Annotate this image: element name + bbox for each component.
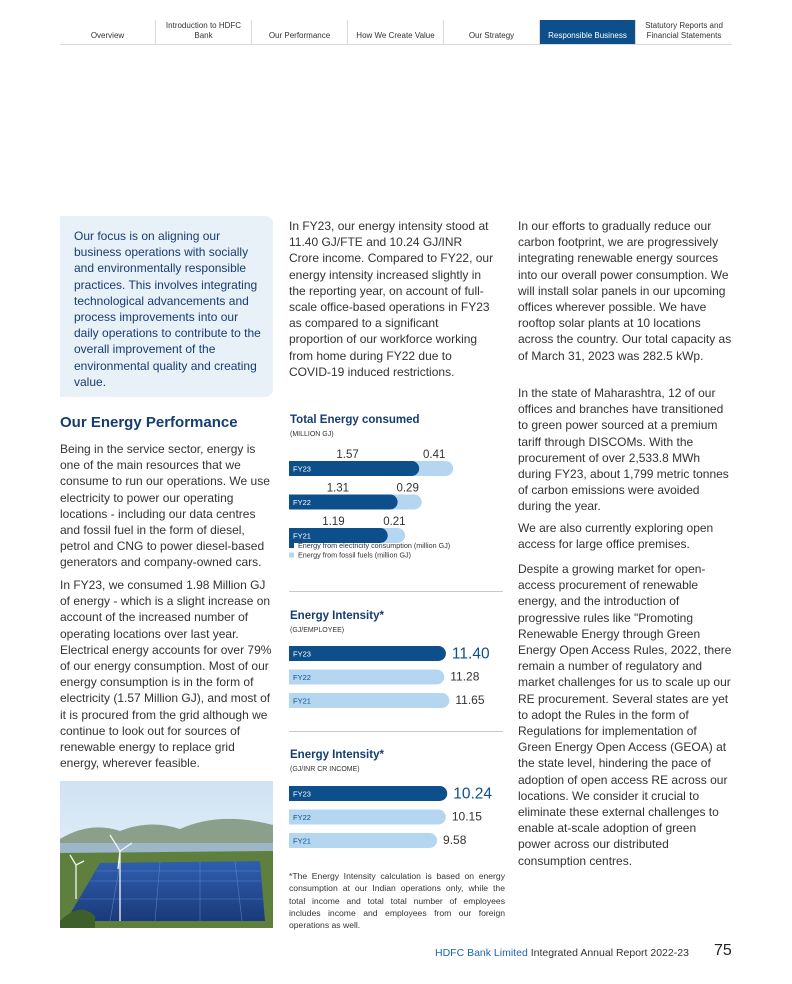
bar-fy23 — [289, 786, 447, 801]
value-label-fy23: 10.24 — [453, 785, 493, 803]
category-label-fy22: FY22 — [293, 498, 311, 507]
bar-fy22 — [289, 810, 446, 825]
right-paragraph-3: We are also currently exploring open access for large office premises. — [518, 521, 714, 552]
value-label-fy23-electricity: 1.57 — [336, 449, 359, 461]
category-label-fy22: FY22 — [293, 813, 311, 822]
nav-our-performance[interactable]: Our Performance — [252, 20, 348, 44]
bar-fy22 — [289, 670, 444, 685]
intensity-employee-title: Energy Intensity* — [290, 610, 384, 622]
focus-callout: Our focus is on aligning our business operations with socially and environmentally responsible practices. This involves integrating technological advancements and process improvements into our daily operations to contribute to the overall improvement of the environmental quality and creating value. — [60, 216, 273, 397]
nav-introduction[interactable]: Introduction to HDFC Bank — [156, 20, 252, 44]
legend-swatch-electricity — [289, 543, 294, 548]
intensity-employee-unit: (GJ/EMPLOYEE) — [290, 627, 345, 634]
value-label-fy22-electricity: 1.31 — [326, 482, 350, 495]
intensity-income-unit: (GJ/INR CR INCOME) — [290, 766, 360, 773]
value-label-fy23-fossil: 0.41 — [422, 449, 446, 461]
nav-how-we-create-value[interactable]: How We Create Value — [348, 20, 444, 44]
right-paragraph-2: In the state of Maharashtra, 12 of our offices and branches have transitioned to green power sourced at a premium tariff through DISCOMs. With the procurement of over 2,533.8 MWh during FY23, about 1,799 metric tonnes of carbon emissions were avoided during the year. — [518, 386, 729, 514]
footer-report: Integrated Annual Report 2022-23 — [530, 947, 689, 959]
value-label-fy21-fossil: 0.21 — [383, 516, 406, 528]
nav-our-strategy[interactable]: Our Strategy — [444, 20, 540, 44]
legend-swatch-fossil — [289, 553, 294, 558]
left-paragraph-1: Being in the service sector, energy is one of the main resources that we consume to run our operations. We use electricity to power our operating locations - including our data centres and fossil fuel in the form of diesel, petrol and CNG to power diesel-based generators and company-owned cars. — [60, 442, 270, 570]
chart-divider-2 — [289, 731, 503, 732]
value-label-fy22-fossil: 0.29 — [396, 482, 419, 495]
category-label-fy23: FY23 — [293, 649, 311, 659]
intensity-income-title: Energy Intensity* — [290, 749, 384, 761]
nav-overview[interactable]: Overview — [60, 20, 156, 44]
chart-divider-1 — [289, 591, 503, 592]
solar-plant-photo — [60, 781, 273, 928]
value-label-fy23: 11.40 — [451, 645, 490, 663]
value-label-fy22: 11.28 — [450, 669, 480, 684]
total-energy-unit: (MILLION GJ) — [290, 431, 334, 438]
category-label-fy21: FY21 — [293, 696, 311, 706]
value-label-fy21: 9.58 — [443, 833, 467, 847]
intensity-income-chart — [289, 780, 505, 855]
category-label-fy21: FY21 — [293, 836, 311, 846]
middle-paragraph: In FY23, our energy intensity stood at 11.40 GJ/FTE and 10.24 GJ/INR Crore income. Compared to FY22, our energy intensity increased slightly in the reporting year, on account of full-scale office-based operations in FY23 as compared to a significant proportion of our workforce working from home during FY22 due to COVID-19 induced restrictions. — [289, 219, 494, 379]
total-energy-title: Total Energy consumed — [290, 414, 420, 426]
category-label-fy23: FY23 — [293, 789, 311, 799]
category-label-fy23: FY23 — [293, 464, 311, 474]
bar-fy23 — [289, 646, 446, 661]
category-label-fy21: FY21 — [293, 531, 311, 541]
legend-label-electricity: Energy from electricity consumption (million GJ) — [298, 541, 451, 550]
bar-fy21 — [289, 693, 449, 708]
intensity-footnote: *The Energy Intensity calculation is based on energy consumption at our Indian operations only, while the total income and total total number of employees includes income and employees from our foreign operations as well. — [289, 871, 505, 931]
legend-label-fossil: Energy from fossil fuels (million GJ) — [298, 550, 412, 560]
right-paragraph-1: In our efforts to gradually reduce our carbon footprint, we are progressively integrating renewable energy sources into our overall power consumption. We will install solar panels in our upcoming offices wherever possible. We have rooftop solar plants at 10 locations across the country. Our total capacity as of March 31, 2023 was 282.5 kWp. — [518, 219, 732, 363]
value-label-fy21: 11.65 — [455, 693, 485, 707]
section-heading: Our Energy Performance — [60, 414, 238, 431]
footer — [435, 947, 689, 959]
section-nav — [60, 20, 732, 45]
page-number: 75 — [714, 942, 732, 959]
nav-responsible-business[interactable]: Responsible Business — [540, 20, 636, 44]
total-energy-chart — [289, 440, 505, 572]
left-paragraph-2: In FY23, we consumed 1.98 Million GJ of energy - which is a slight increase on account of the increased number of operating locations over last year. Electrical energy accounts for over 79% of our energy consumption. Most of our energy consumption is in the form of electricity (1.57 Million GJ), and most of it is procured from the grid although we continue to look out for sources of renewable energy to replace grid energy, wherever feasible. — [60, 578, 272, 771]
intensity-employee-chart — [289, 640, 505, 715]
nav-statutory-reports[interactable]: Statutory Reports and Financial Statements — [645, 21, 723, 40]
bar-fy21 — [289, 833, 437, 848]
value-label-fy22: 10.15 — [451, 809, 482, 824]
right-paragraph-4: Despite a growing market for open-access procurement of renewable energy, and the introduction of progressive rules like "Promoting Renewable Energy through Green Energy Open Access Rules, 2022, there remain a number of regulatory and market challenges for us to scale up our RE procurement. Several states are yet to adopt the Rules in the form of Regulations for implementation of Green Energy Open Access (GEOA) at the state level, hindering the pace of adoption of open access RE across our locations. We consider it crucial to eliminate these external challenges to enable at-scale adoption of green power across our distributed consumption centres. — [518, 562, 732, 868]
footer-brand: HDFC Bank Limited — [435, 947, 528, 959]
value-label-fy21-electricity: 1.19 — [322, 516, 345, 528]
category-label-fy22: FY22 — [293, 673, 311, 682]
